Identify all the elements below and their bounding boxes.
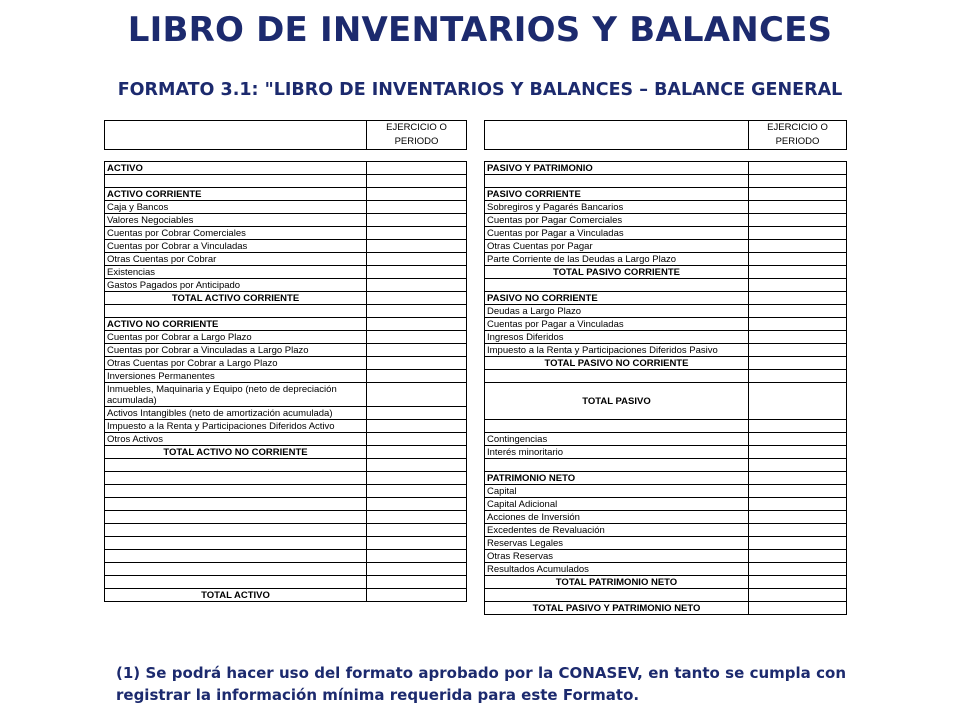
assets-period-header: EJERCICIO O PERIODO bbox=[367, 121, 467, 150]
liabilities-row bbox=[485, 292, 847, 305]
assets-row bbox=[105, 305, 467, 318]
assets-row bbox=[105, 472, 467, 485]
assets-row-label: Impuesto a la Renta y Participaciones Diferidos Activo bbox=[105, 420, 367, 433]
liabilities-row bbox=[485, 253, 847, 266]
assets-row-label: ACTIVO bbox=[105, 162, 367, 175]
assets-row-value[interactable] bbox=[367, 162, 467, 175]
liabilities-row bbox=[485, 563, 847, 576]
liabilities-row-value[interactable] bbox=[749, 292, 847, 305]
assets-row-value[interactable] bbox=[367, 550, 467, 563]
assets-row-value[interactable] bbox=[367, 420, 467, 433]
liabilities-spacer-row bbox=[485, 150, 847, 162]
liabilities-row-value[interactable] bbox=[749, 383, 847, 420]
liabilities-row bbox=[485, 227, 847, 240]
assets-row-label bbox=[105, 305, 367, 318]
assets-row-value[interactable] bbox=[367, 305, 467, 318]
assets-row bbox=[105, 563, 467, 576]
assets-row-value[interactable] bbox=[367, 383, 467, 407]
liabilities-row-label: PASIVO Y PATRIMONIO bbox=[485, 162, 749, 175]
assets-row-value[interactable] bbox=[367, 266, 467, 279]
assets-row bbox=[105, 214, 467, 227]
assets-table bbox=[104, 120, 467, 602]
assets-row-value[interactable] bbox=[367, 524, 467, 537]
assets-row bbox=[105, 407, 467, 420]
assets-row-value[interactable] bbox=[367, 472, 467, 485]
liabilities-row-value[interactable] bbox=[749, 602, 847, 615]
assets-row-label: Otras Cuentas por Cobrar bbox=[105, 253, 367, 266]
liabilities-row-value[interactable] bbox=[749, 188, 847, 201]
liabilities-row-label: Cuentas por Pagar Comerciales bbox=[485, 214, 749, 227]
liabilities-row-label: Excedentes de Revaluación bbox=[485, 524, 749, 537]
liabilities-row-label: TOTAL PASIVO Y PATRIMONIO NETO bbox=[485, 602, 749, 615]
footnote: (1) Se podrá hacer uso del formato aprobado por la CONASEV, en tanto se cumpla con registrar la información mínima requerida para este Formato. bbox=[116, 664, 846, 704]
liabilities-row-label: Cuentas por Pagar a Vinculadas bbox=[485, 227, 749, 240]
liabilities-row bbox=[485, 266, 847, 279]
assets-row-label: Inmuebles, Maquinaria y Equipo (neto de depreciación acumulada) bbox=[105, 383, 367, 407]
assets-row-value[interactable] bbox=[367, 227, 467, 240]
liabilities-row bbox=[485, 550, 847, 563]
liabilities-row bbox=[485, 485, 847, 498]
liabilities-row-label: TOTAL PASIVO CORRIENTE bbox=[485, 266, 749, 279]
liabilities-row bbox=[485, 459, 847, 472]
assets-row-label bbox=[105, 524, 367, 537]
liabilities-row bbox=[485, 370, 847, 383]
liabilities-row-label: PATRIMONIO NETO bbox=[485, 472, 749, 485]
assets-row-value[interactable] bbox=[367, 240, 467, 253]
liabilities-row bbox=[485, 383, 847, 420]
liabilities-row-label bbox=[485, 279, 749, 292]
assets-row bbox=[105, 344, 467, 357]
liabilities-row-value[interactable] bbox=[749, 253, 847, 266]
liabilities-table bbox=[484, 120, 847, 615]
liabilities-row bbox=[485, 305, 847, 318]
assets-row-value[interactable] bbox=[367, 576, 467, 589]
liabilities-row-value[interactable] bbox=[749, 563, 847, 576]
liabilities-row bbox=[485, 576, 847, 589]
liabilities-row bbox=[485, 446, 847, 459]
liabilities-row-value[interactable] bbox=[749, 459, 847, 472]
liabilities-row bbox=[485, 420, 847, 433]
assets-row-value[interactable] bbox=[367, 589, 467, 602]
liabilities-row-label: Otras Cuentas por Pagar bbox=[485, 240, 749, 253]
assets-row-label bbox=[105, 175, 367, 188]
assets-row-label: TOTAL ACTIVO NO CORRIENTE bbox=[105, 446, 367, 459]
liabilities-row-label: TOTAL PATRIMONIO NETO bbox=[485, 576, 749, 589]
assets-row-label bbox=[105, 498, 367, 511]
assets-row bbox=[105, 162, 467, 175]
liabilities-row-value[interactable] bbox=[749, 485, 847, 498]
assets-row-value[interactable] bbox=[367, 253, 467, 266]
assets-row bbox=[105, 279, 467, 292]
assets-row bbox=[105, 550, 467, 563]
assets-row-value[interactable] bbox=[367, 318, 467, 331]
format-subtitle: FORMATO 3.1: "LIBRO DE INVENTARIOS Y BALANCES – BALANCE GENERAL bbox=[117, 80, 843, 100]
liabilities-row-value[interactable] bbox=[749, 576, 847, 589]
assets-row-value[interactable] bbox=[367, 344, 467, 357]
assets-row-label bbox=[105, 472, 367, 485]
liabilities-row-value[interactable] bbox=[749, 370, 847, 383]
liabilities-row-label: Cuentas por Pagar a Vinculadas bbox=[485, 318, 749, 331]
assets-row bbox=[105, 240, 467, 253]
liabilities-row-value[interactable] bbox=[749, 511, 847, 524]
assets-row-label: ACTIVO NO CORRIENTE bbox=[105, 318, 367, 331]
assets-row-value[interactable] bbox=[367, 511, 467, 524]
liabilities-row-label: Capital bbox=[485, 485, 749, 498]
assets-row bbox=[105, 318, 467, 331]
assets-row-label bbox=[105, 459, 367, 472]
assets-row bbox=[105, 331, 467, 344]
assets-header-row bbox=[105, 121, 467, 150]
assets-row bbox=[105, 266, 467, 279]
liabilities-row-value[interactable] bbox=[749, 433, 847, 446]
liabilities-row bbox=[485, 318, 847, 331]
assets-row-value[interactable] bbox=[367, 459, 467, 472]
liabilities-row-value[interactable] bbox=[749, 357, 847, 370]
assets-row-label: TOTAL ACTIVO CORRIENTE bbox=[105, 292, 367, 305]
liabilities-row bbox=[485, 214, 847, 227]
assets-row bbox=[105, 383, 467, 407]
liabilities-row-value[interactable] bbox=[749, 240, 847, 253]
assets-row bbox=[105, 420, 467, 433]
assets-row-value[interactable] bbox=[367, 214, 467, 227]
liabilities-row-value[interactable] bbox=[749, 344, 847, 357]
liabilities-row-label bbox=[485, 420, 749, 433]
liabilities-row-value[interactable] bbox=[749, 201, 847, 214]
assets-row-value[interactable] bbox=[367, 357, 467, 370]
liabilities-row-value[interactable] bbox=[749, 227, 847, 240]
liabilities-row bbox=[485, 201, 847, 214]
liabilities-row-value[interactable] bbox=[749, 446, 847, 459]
assets-row-label bbox=[105, 576, 367, 589]
assets-row-label: Cuentas por Cobrar a Largo Plazo bbox=[105, 331, 367, 344]
liabilities-row-label: Parte Corriente de las Deudas a Largo Plazo bbox=[485, 253, 749, 266]
liabilities-row bbox=[485, 511, 847, 524]
liabilities-row bbox=[485, 602, 847, 615]
liabilities-row-label: Deudas a Largo Plazo bbox=[485, 305, 749, 318]
liabilities-row-value[interactable] bbox=[749, 420, 847, 433]
assets-row-value[interactable] bbox=[367, 175, 467, 188]
assets-row bbox=[105, 253, 467, 266]
liabilities-row bbox=[485, 498, 847, 511]
liabilities-row-value[interactable] bbox=[749, 305, 847, 318]
assets-row bbox=[105, 576, 467, 589]
assets-row bbox=[105, 524, 467, 537]
liabilities-row bbox=[485, 524, 847, 537]
assets-row bbox=[105, 446, 467, 459]
assets-row bbox=[105, 511, 467, 524]
assets-row-value[interactable] bbox=[367, 446, 467, 459]
assets-row bbox=[105, 175, 467, 188]
assets-row bbox=[105, 485, 467, 498]
assets-row-label bbox=[105, 550, 367, 563]
assets-row-value[interactable] bbox=[367, 407, 467, 420]
assets-row-value[interactable] bbox=[367, 331, 467, 344]
liabilities-period-header: EJERCICIO O PERIODO bbox=[749, 121, 847, 150]
assets-row bbox=[105, 498, 467, 511]
liabilities-row bbox=[485, 344, 847, 357]
liabilities-row-label: TOTAL PASIVO NO CORRIENTE bbox=[485, 357, 749, 370]
assets-row-label: Cuentas por Cobrar a Vinculadas a Largo Plazo bbox=[105, 344, 367, 357]
assets-row-label: Gastos Pagados por Anticipado bbox=[105, 279, 367, 292]
liabilities-row bbox=[485, 331, 847, 344]
assets-row-label: ACTIVO CORRIENTE bbox=[105, 188, 367, 201]
liabilities-row-value[interactable] bbox=[749, 498, 847, 511]
liabilities-row bbox=[485, 240, 847, 253]
liabilities-row-value[interactable] bbox=[749, 175, 847, 188]
liabilities-row-label: Resultados Acumulados bbox=[485, 563, 749, 576]
assets-row-value[interactable] bbox=[367, 292, 467, 305]
liabilities-row-value[interactable] bbox=[749, 214, 847, 227]
assets-row-label: Otras Cuentas por Cobrar a Largo Plazo bbox=[105, 357, 367, 370]
assets-row bbox=[105, 227, 467, 240]
liabilities-row bbox=[485, 433, 847, 446]
assets-row-label bbox=[105, 485, 367, 498]
liabilities-header-row bbox=[485, 121, 847, 150]
liabilities-row-label: Acciones de Inversión bbox=[485, 511, 749, 524]
liabilities-row bbox=[485, 188, 847, 201]
liabilities-row bbox=[485, 175, 847, 188]
assets-row bbox=[105, 292, 467, 305]
assets-row-value[interactable] bbox=[367, 563, 467, 576]
liabilities-row bbox=[485, 357, 847, 370]
assets-row-value[interactable] bbox=[367, 279, 467, 292]
assets-row-label: Otros Activos bbox=[105, 433, 367, 446]
liabilities-row-label bbox=[485, 459, 749, 472]
liabilities-row-label: PASIVO CORRIENTE bbox=[485, 188, 749, 201]
assets-row bbox=[105, 357, 467, 370]
liabilities-header-label-cell bbox=[485, 121, 749, 150]
page-title: LIBRO DE INVENTARIOS Y BALANCES bbox=[127, 10, 833, 50]
liabilities-row-value[interactable] bbox=[749, 472, 847, 485]
assets-header-label-cell bbox=[105, 121, 367, 150]
assets-spacer-row bbox=[105, 150, 467, 162]
liabilities-row-label: TOTAL PASIVO bbox=[485, 383, 749, 420]
liabilities-row-value[interactable] bbox=[749, 266, 847, 279]
liabilities-row bbox=[485, 162, 847, 175]
assets-row-value[interactable] bbox=[367, 498, 467, 511]
liabilities-row-label bbox=[485, 175, 749, 188]
liabilities-row-value[interactable] bbox=[749, 279, 847, 292]
liabilities-row-label: Ingresos Diferidos bbox=[485, 331, 749, 344]
liabilities-row-label: Contingencias bbox=[485, 433, 749, 446]
assets-row bbox=[105, 537, 467, 550]
liabilities-row-value[interactable] bbox=[749, 331, 847, 344]
assets-row-label: Inversiones Permanentes bbox=[105, 370, 367, 383]
assets-row-value[interactable] bbox=[367, 370, 467, 383]
assets-row-value[interactable] bbox=[367, 201, 467, 214]
liabilities-row-label: Otras Reservas bbox=[485, 550, 749, 563]
assets-row-label: Activos Intangibles (neto de amortización acumulada) bbox=[105, 407, 367, 420]
liabilities-row-label: Sobregiros y Pagarés Bancarios bbox=[485, 201, 749, 214]
liabilities-row-value[interactable] bbox=[749, 524, 847, 537]
assets-row-label: Caja y Bancos bbox=[105, 201, 367, 214]
liabilities-row-label: PASIVO NO CORRIENTE bbox=[485, 292, 749, 305]
assets-row bbox=[105, 459, 467, 472]
liabilities-row-value[interactable] bbox=[749, 162, 847, 175]
liabilities-row-value[interactable] bbox=[749, 537, 847, 550]
assets-row-label: TOTAL ACTIVO bbox=[105, 589, 367, 602]
liabilities-row-label: Impuesto a la Renta y Participaciones Diferidos Pasivo bbox=[485, 344, 749, 357]
liabilities-row-label bbox=[485, 589, 749, 602]
assets-row bbox=[105, 589, 467, 602]
assets-row bbox=[105, 201, 467, 214]
liabilities-row-label: Capital Adicional bbox=[485, 498, 749, 511]
liabilities-row-label: Interés minoritario bbox=[485, 446, 749, 459]
assets-row-label: Existencias bbox=[105, 266, 367, 279]
liabilities-row-label: Reservas Legales bbox=[485, 537, 749, 550]
assets-row-label bbox=[105, 511, 367, 524]
assets-row bbox=[105, 370, 467, 383]
assets-row-label: Cuentas por Cobrar Comerciales bbox=[105, 227, 367, 240]
assets-row-value[interactable] bbox=[367, 485, 467, 498]
assets-row-label: Valores Negociables bbox=[105, 214, 367, 227]
liabilities-row-value[interactable] bbox=[749, 550, 847, 563]
liabilities-row bbox=[485, 472, 847, 485]
assets-row-value[interactable] bbox=[367, 188, 467, 201]
liabilities-row bbox=[485, 537, 847, 550]
liabilities-row bbox=[485, 279, 847, 292]
assets-row-value[interactable] bbox=[367, 433, 467, 446]
liabilities-row-label bbox=[485, 370, 749, 383]
liabilities-row-value[interactable] bbox=[749, 318, 847, 331]
liabilities-row bbox=[485, 589, 847, 602]
assets-row-value[interactable] bbox=[367, 537, 467, 550]
assets-row-label bbox=[105, 563, 367, 576]
assets-row bbox=[105, 188, 467, 201]
assets-row-label bbox=[105, 537, 367, 550]
assets-row bbox=[105, 433, 467, 446]
liabilities-row-value[interactable] bbox=[749, 589, 847, 602]
assets-row-label: Cuentas por Cobrar a Vinculadas bbox=[105, 240, 367, 253]
